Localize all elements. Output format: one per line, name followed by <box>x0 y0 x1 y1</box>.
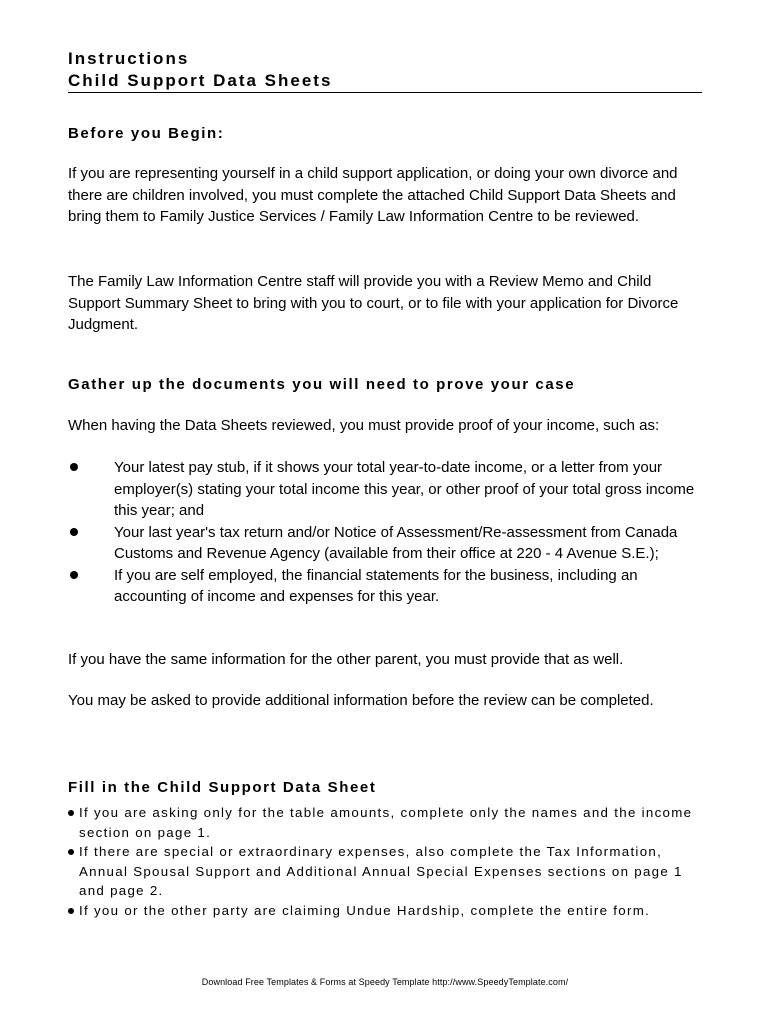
heading-before-you-begin: Before you Begin: <box>68 125 225 142</box>
fill-instructions-list <box>68 803 702 920</box>
list-item-text: Your last year's tax return and/or Notice of Assessment/Re-assessment from Canada Customs and Revenue Agency (available from their office at 220 - 4 Avenue S.E.); <box>114 523 678 562</box>
paragraph-proof-of-income: When having the Data Sheets reviewed, you must provide proof of your income, such as: <box>68 417 660 434</box>
title-subtitle: Child Support Data Sheets <box>68 70 702 93</box>
list-item <box>68 901 702 921</box>
list-item <box>68 803 702 842</box>
heading-gather-documents: Gather up the documents you will need to prove your case <box>68 376 576 393</box>
footer-download-link[interactable]: Download Free Templates & Forms at Speedy Template http://www.SpeedyTemplate.com/ <box>201 977 569 987</box>
list-item-text: If you or the other party are claiming Undue Hardship, complete the entire form. <box>79 902 651 918</box>
list-item <box>68 565 702 608</box>
heading-fill-in-data-sheet: Fill in the Child Support Data Sheet <box>68 779 377 796</box>
bullet-icon <box>68 849 74 855</box>
list-item <box>68 522 702 565</box>
paragraph-representing-yourself: If you are representing yourself in a child support application, or doing your own divorce and there are children involved, you must complete the attached Child Support Data Sheets and bring them to Family Justice Services / Family Law Information Centre to be reviewed. <box>68 165 678 225</box>
list-item-text: If you are self employed, the financial statements for the business, including an accounting of income and expenses for this year. <box>114 566 638 605</box>
list-item-text: If there are special or extraordinary expenses, also complete the Tax Information, Annual Spousal Support and Additional Annual Special Expenses sections on page 1 and page 2. <box>79 844 683 898</box>
bullet-icon <box>68 908 74 914</box>
paragraph-review-memo: The Family Law Information Centre staff will provide you with a Review Memo and Child Support Summary Sheet to bring with you to court, or to file with your application for Divorce Judgment. <box>68 273 679 333</box>
bullet-icon <box>68 810 74 816</box>
title-instructions: Instructions <box>68 49 190 68</box>
list-item <box>68 457 702 522</box>
bullet-icon <box>70 528 78 536</box>
bullet-icon <box>70 571 78 579</box>
bullet-icon <box>70 463 78 471</box>
paragraph-other-parent: If you have the same information for the other parent, you must provide that as well. <box>68 651 624 668</box>
paragraph-additional-information: You may be asked to provide additional information before the review can be completed. <box>68 692 654 709</box>
list-item-text: If you are asking only for the table amounts, complete only the names and the income section on page 1. <box>79 805 693 840</box>
document-title <box>68 48 702 93</box>
income-proof-list <box>68 457 702 608</box>
list-item <box>68 842 702 901</box>
list-item-text: Your latest pay stub, if it shows your total year-to-date income, or a letter from your employer(s) stating your total income this year, or other proof of your total gross income this year; and <box>114 459 695 519</box>
